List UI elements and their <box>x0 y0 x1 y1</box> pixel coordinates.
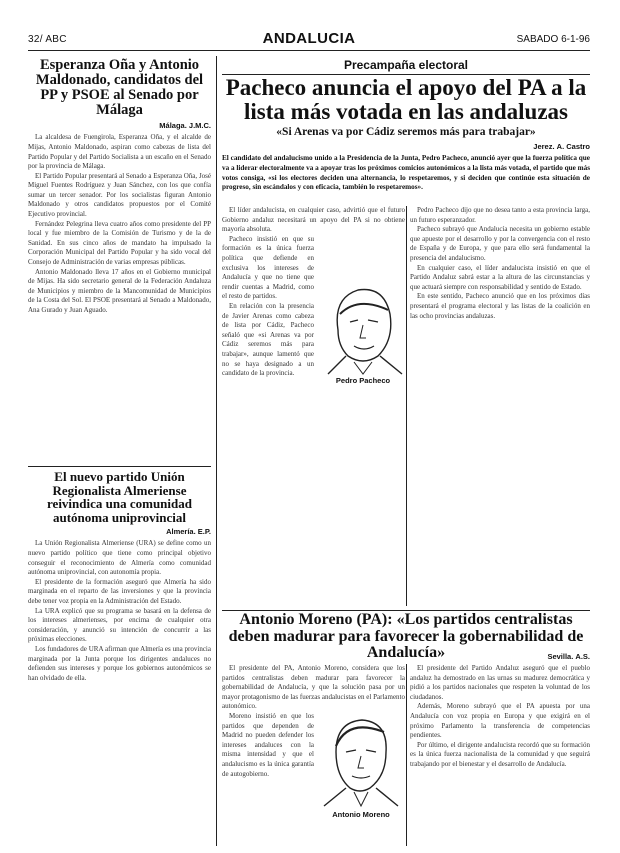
story1-body <box>28 133 211 463</box>
story1-byline-author: J.M.C. <box>188 121 211 131</box>
pacheco-col1-top <box>222 206 405 606</box>
story2-paragraph: La Unión Regionalista Almeriense (URA) se define como un nuevo partido político que tiene como principal objetivo conseguir el reconocimiento de Almería como comunidad autónoma uniprovincial, con autonomía propia. <box>28 539 211 577</box>
story2-byline <box>28 527 211 536</box>
pacheco-col1-paragraph: En relación con la presencia de Javier Arenas como cabeza de lista por Cádiz, Pacheco señaló que «si Arenas va por Cádiz seremos más para trabajar», aunque lamentó que no se haya designado a un candidato de la provincia. <box>222 301 314 378</box>
moreno-col1-paragraph: Moreno insistió en que los partidos que dependen de Madrid no pueden defender los intereses andaluces con la misma intensidad y que el andalucismo es la única garantía de autogobierno. <box>222 711 314 778</box>
moreno-col1-paragraph: El presidente del PA, Antonio Moreno, considera que los partidos centralistas deben madurar para favorecer la gobernabilidad de Andalucía, y que la solución pasa por un mayor protagonismo de las fuerzas andalucistas en el Parlamento autonómico. <box>222 664 405 711</box>
story1-paragraph: La alcaldesa de Fuengirola, Esperanza Oña, y el alcalde de Mijas, Antonio Maldonado, aspiran como cabezas de lista del Partido Popular y del Partido Socialista a un escaño en el Senado por la provincia de Málaga. <box>28 133 211 171</box>
story2-headline: El nuevo partido Unión Regionalista Almeriense reivindica una comunidad autónoma uniprovincial <box>47 469 192 525</box>
inner-column-rule <box>406 664 407 846</box>
story1-paragraph: Fernández Pelegrina lleva cuatro años como presidente del PP local y fue miembro de la Comisión de Turismo y de la de Sanidad. En sus cinco años de mandato ha impulsado la Corporación Municipal del Partido Popular y ha sido vocal del Consejo de Administración de varias empresas públicas. <box>28 219 211 267</box>
story2-paragraph: Los fundadores de URA afirman que Almería es una provincia marginada por la Junta porque los dirigentes andaluces no defienden sus intereses y porque los gobiernos autonómicos se han olvidado de ella. <box>28 644 211 682</box>
pacheco-col2-paragraph: En cualquier caso, el líder andalucista insistió en que el Partido Andaluz sabrá estar a la altura de las circunstancias y que actuará siempre con responsabilidad y sentido de Estado. <box>410 263 590 291</box>
pacheco-col2-paragraph: Pedro Pacheco dijo que no desea tanto a esta provincia larga, un futuro esperanzador. <box>410 206 590 224</box>
story2-paragraph: El presidente de la formación aseguró que Almería ha sido marginada en el reparto de las inversiones y que la provincia debe tener voz propia en la Administración del Estado. <box>28 577 211 605</box>
story1-headline: Esperanza Oña y Antonio Maldonado, candidatos del PP y PSOE al Senado por Málaga <box>35 57 204 119</box>
story1-byline-place: Málaga. <box>159 121 187 131</box>
story2-body <box>28 539 211 839</box>
pacheco-subheadline: «Si Arenas va por Cádiz seremos más para trabajar» <box>276 126 536 138</box>
issue-date: SABADO 6-1-96 <box>516 34 590 45</box>
pedro-pacheco-portrait <box>318 270 408 378</box>
pacheco-col1-paragraph: El líder andalucista, en cualquier caso, advirtió que el futuro Gobierno andaluz necesitará un apoyo del PA si no obtiene mayoría absoluta. <box>222 206 405 234</box>
story2-byline-author: E.P. <box>197 527 211 537</box>
moreno-col2 <box>410 664 590 846</box>
pacheco-col2-paragraph: Pacheco subrayó que Andalucía necesita un gobierno estable que apueste por el desarrollo y por la convergencia con el resto de España y de Europa, y que para ello será fundamental la presencia del andalucismo. <box>410 225 590 262</box>
page-header <box>28 30 590 51</box>
left-column <box>28 56 211 846</box>
story-divider <box>28 466 211 467</box>
moreno-byline-place: Sevilla. <box>547 652 574 661</box>
pacheco-col2-paragraph: En este sentido, Pacheco anunció que en los próximos días presentará el programa electoral y las listas de la coalición en las ocho provincias andaluzas. <box>410 292 590 320</box>
moreno-col2-paragraph: Además, Moreno subrayó que el PA apuesta por una Andalucía con voz propia en Europa y que exigirá en el próximo Parlamento la transferencia de competencias pendientes. <box>410 702 590 740</box>
story1-paragraph: El Partido Popular presentará al Senado a Esperanza Oña, José Miguel Fuentes Rodríguez y Juan Sánchez, con los que confía sumar un tercer senador. Por los socialistas figuran Antonio Maldonado y otros candidatos propuestos por el Comité Ejecutivo provincial. <box>28 171 211 219</box>
column-rule <box>216 56 217 846</box>
moreno-col2-paragraph: Por último, el dirigente andalucista recordó que su formación es la única fuerza nacionalista de la comunidad y que seguirá trabajando por el bienestar y el desarrollo de Andalucía. <box>410 740 590 768</box>
page-number: 32/ ABC <box>28 34 67 45</box>
precampaign-kicker: Precampaña electoral <box>343 58 469 72</box>
story1-byline <box>28 121 211 130</box>
pacheco-byline-place: Jerez. <box>533 142 555 151</box>
moreno-headline: Antonio Moreno (PA): «Los partidos centralistas deben madurar para favorecer la gobernabilidad de Andalucía» <box>228 611 584 662</box>
pacheco-byline <box>222 142 590 151</box>
story2-byline-place: Almería. <box>166 527 196 537</box>
story2-paragraph: La URA explicó que su programa se basará en la defensa de los intereses almerienses, por encima de cualquier otra consideración, y anunció su intención de concurrir a las próximas elecciones. <box>28 606 211 644</box>
story1-paragraph: Antonio Maldonado lleva 17 años en el Gobierno municipal de Mijas. Ha sido secretario general de la Federación Andaluza de Municipios y miembro de la Mancomunidad de Municipios de la Costa del Sol. El PSOE presentará al Senado a Maldonado, Ana Gurado y Juan Aguado. <box>28 267 211 314</box>
moreno-byline <box>222 652 590 661</box>
pacheco-lead: El candidato del andalucismo unido a la Presidencia de la Junta, Pedro Pacheco, anunció ayer que la fuerza política que va a liderar electoralmente va a apoyar tras los próximos comicios autonómicos a la lista más votada, el partido que más votos consiga, «si los electores deciden una alternancia, lo respetaremos, y si deciden que continúe esta situación de progreso, sin escándalos y con eficacia, también lo respetaremos». <box>222 154 590 192</box>
inner-column-rule <box>406 206 407 606</box>
moreno-caption: Antonio Moreno <box>332 810 390 819</box>
pacheco-col1-paragraph: Pacheco insistió en que su formación es la única fuerza política que defiende en exclusiva los intereses de Andalucía y que no tiene que rendir cuentas a Madrid, como el resto de partidos. <box>222 234 314 301</box>
antonio-moreno-portrait <box>318 712 404 808</box>
section-title: ANDALUCIA <box>262 30 356 47</box>
pacheco-caption: Pedro Pacheco <box>335 376 391 385</box>
moreno-col2-paragraph: El presidente del Partido Andaluz aseguró que el pueblo andaluz ha demostrado en las urnas su madurez democrática y pidió a los partidos nacionales que respeten la voluntad de los ciudadanos. <box>410 664 590 701</box>
pacheco-col2 <box>410 206 590 606</box>
moreno-byline-author: A.S. <box>575 652 590 661</box>
pacheco-byline-author: A. Castro <box>556 142 590 151</box>
pacheco-headline: Pacheco anuncia el apoyo del PA a la lista más votada en las andaluzas <box>225 75 587 124</box>
